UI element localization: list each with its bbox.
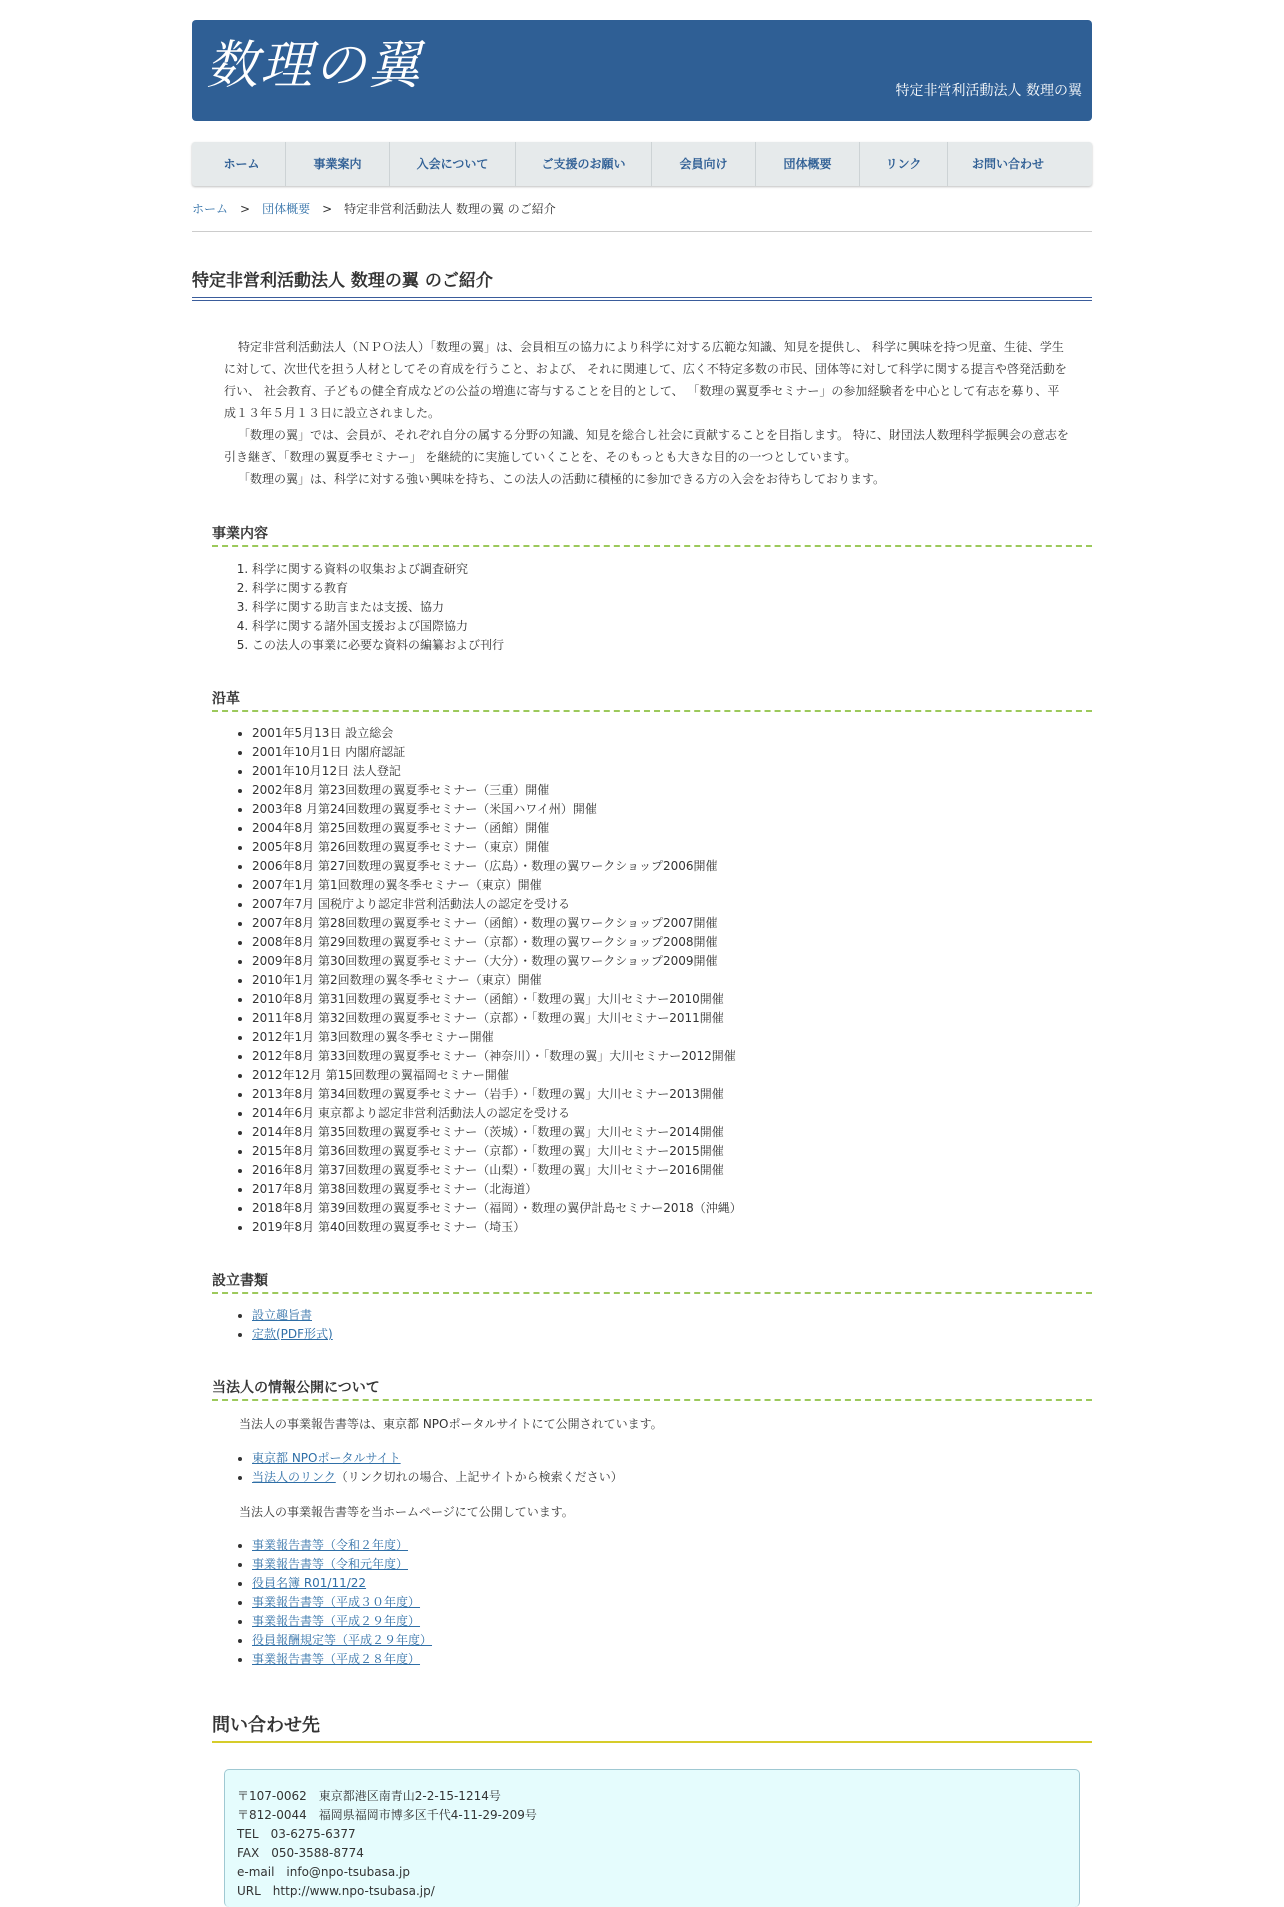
contact-heading: 問い合わせ先 [212, 1711, 1092, 1743]
history-item: • 2007年7月 国税庁より認定非営利活動法人の認定を受ける [252, 895, 742, 914]
report-link[interactable]: 役員名簿 R01/11/22 [252, 1576, 367, 1590]
list-item [252, 1325, 333, 1344]
founding-docs-list [252, 1306, 333, 1344]
history-item: • 2013年8月 第34回数理の翼夏季セミナー（岩手）・「数理の翼」大川セミナー2013開催 [252, 1085, 742, 1104]
breadcrumb-current: 特定非営利活動法人 数理の翼 のご紹介 [344, 202, 556, 216]
business-list [252, 560, 504, 655]
list-item [252, 1593, 432, 1612]
breadcrumb-divider [192, 231, 1092, 232]
site-logo[interactable]: 数理の翼 [206, 36, 423, 96]
report-link[interactable]: 事業報告書等（平成２９年度） [252, 1614, 421, 1628]
history-item: • 2004年8月 第25回数理の翼夏季セミナー（函館）開催 [252, 819, 742, 838]
report-link[interactable]: 役員報酬規定等（平成２９年度） [252, 1633, 433, 1647]
contact-address-tokyo: 〒107-0062 東京都港区南青山2-2-15-1214号 [237, 1789, 501, 1803]
history-item: • 2019年8月 第40回数理の翼夏季セミナー（埼玉） [252, 1218, 742, 1237]
intro-paragraph: 「数理の翼」は、科学に対する強い興味を持ち、この法人の活動に積極的に参加できる方の入会をお待ちしております。 [238, 472, 886, 486]
history-item: • 2001年5月13日 設立総会 [252, 724, 742, 743]
report-link[interactable]: 事業報告書等（令和元年度） [252, 1557, 409, 1571]
nav-join[interactable]: 入会について [390, 142, 516, 186]
global-nav [192, 142, 1092, 186]
list-item [252, 1650, 432, 1669]
breadcrumb-separator: > [322, 202, 333, 216]
history-item: • 2015年8月 第36回数理の翼夏季セミナー（京都）・「数理の翼」大川セミナー2015開催 [252, 1142, 742, 1161]
history-item: • 2007年1月 第1回数理の翼冬季セミナー（東京）開催 [252, 876, 742, 895]
intro-text [224, 336, 1069, 490]
disclosure-link-list [252, 1449, 623, 1487]
disclosure-text: 当法人の事業報告書等は、東京都 NPOポータルサイトにて公開されています。 [239, 1417, 663, 1431]
history-item: • 2010年8月 第31回数理の翼夏季セミナー（函館）・「数理の翼」大川セミナー2010開催 [252, 990, 742, 1009]
list-item: 4. 科学に関する諸外国支援および国際協力 [252, 617, 504, 636]
nav-business[interactable]: 事業案内 [286, 142, 390, 186]
site-name: 特定非営利活動法人 数理の翼 [895, 83, 1082, 99]
contact-email: e-mail info@npo-tsubasa.jp [237, 1865, 410, 1879]
list-item [252, 1574, 432, 1593]
history-item: • 2002年8月 第23回数理の翼夏季セミナー（三重）開催 [252, 781, 742, 800]
own-page-link[interactable]: 当法人のリンク [252, 1470, 336, 1484]
report-link[interactable]: 事業報告書等（平成２８年度） [252, 1652, 421, 1666]
history-item: • 2014年6月 東京都より認定非営利活動法人の認定を受ける [252, 1104, 742, 1123]
history-item: • 2006年8月 第27回数理の翼夏季セミナー（広島）・数理の翼ワークショップ2006開催 [252, 857, 742, 876]
breadcrumb-separator: > [240, 202, 251, 216]
contact-box [224, 1769, 1080, 1907]
history-item: • 2001年10月1日 内閣府認証 [252, 743, 742, 762]
history-item: • 2012年1月 第3回数理の翼冬季セミナー開催 [252, 1028, 742, 1047]
history-item: • 2018年8月 第39回数理の翼夏季セミナー（福岡）・数理の翼伊計島セミナー2018（沖縄） [252, 1199, 742, 1218]
disclosure-heading: 当法人の情報公開について [212, 1377, 1092, 1401]
list-item: 5. この法人の事業に必要な資料の編纂および刊行 [252, 636, 504, 655]
history-item: • 2011年8月 第32回数理の翼夏季セミナー（京都）・「数理の翼」大川セミナー2011開催 [252, 1009, 742, 1028]
history-item: • 2009年8月 第30回数理の翼夏季セミナー（大分）・数理の翼ワークショップ2009開催 [252, 952, 742, 971]
business-heading: 事業内容 [212, 523, 1092, 547]
history-item: • 2014年8月 第35回数理の翼夏季セミナー（茨城）・「数理の翼」大川セミナー2014開催 [252, 1123, 742, 1142]
npo-portal-link[interactable]: 東京都 NPOポータルサイト [252, 1451, 401, 1465]
founding-docs-heading: 設立書類 [212, 1270, 1092, 1294]
list-item [252, 1612, 432, 1631]
list-item: 3. 科学に関する助言または支援、協力 [252, 598, 504, 617]
intro-paragraph: 特定非営利活動法人（ＮＰＯ法人）「数理の翼」は、会員相互の協力により科学に対する広範な知識、知見を提供し、 科学に興味を持つ児童、生徒、学生に対して、次世代を担う人材としてその育成を行うこと、および、 それに関連して、広く不特定多数の市民、団体等に対して科学に関する提言や啓発活動を行い、 社会教育、子どもの健全育成などの公益の増進に寄与することを目的として、 「数理の翼夏季セミナー」の参加経験者を中心として有志を募り、平成１３年５月１３日に設立されました。 [224, 340, 1067, 420]
disclosure-text: 当法人の事業報告書等を当ホームページにて公開しています。 [239, 1505, 574, 1519]
nav-members[interactable]: 会員向け [652, 142, 756, 186]
history-item: • 2017年8月 第38回数理の翼夏季セミナー（北海道） [252, 1180, 742, 1199]
document-link[interactable]: 設立趣旨書 [252, 1308, 313, 1322]
contact-fax: FAX 050-3588-8774 [237, 1846, 364, 1860]
list-item: 2. 科学に関する教育 [252, 579, 504, 598]
breadcrumb-home-link[interactable]: ホーム [192, 202, 229, 216]
contact-address-fukuoka: 〒812-0044 福岡県福岡市博多区千代4-11-29-209号 [237, 1808, 537, 1822]
list-item [252, 1449, 623, 1468]
report-link[interactable]: 事業報告書等（令和２年度） [252, 1538, 409, 1552]
link-note: （リンク切れの場合、上記サイトから検索ください） [335, 1470, 623, 1484]
report-list [252, 1536, 432, 1669]
site-header [192, 20, 1092, 121]
list-item [252, 1555, 432, 1574]
nav-support[interactable]: ご支援のお願い [516, 142, 652, 186]
history-heading: 沿革 [212, 688, 1092, 712]
history-item: • 2008年8月 第29回数理の翼夏季セミナー（京都）・数理の翼ワークショップ2008開催 [252, 933, 742, 952]
nav-contact[interactable]: お問い合わせ [971, 157, 1044, 171]
report-link[interactable]: 事業報告書等（平成３０年度） [252, 1595, 421, 1609]
history-item: • 2012年12月 第15回数理の翼福岡セミナー開催 [252, 1066, 742, 1085]
history-item: • 2003年8 月第24回数理の翼夏季セミナー（米国ハワイ州）開催 [252, 800, 742, 819]
page-title: 特定非営利活動法人 数理の翼 のご紹介 [192, 266, 1092, 301]
contact-url: URL http://www.npo-tsubasa.jp/ [237, 1884, 435, 1898]
list-item: 1. 科学に関する資料の収集および調査研究 [252, 560, 504, 579]
intro-paragraph: 「数理の翼」では、会員が、それぞれ自分の属する分野の知識、知見を総合し社会に貢献することを目指します。 特に、財団法人数理科学振興会の意志を引き継ぎ、「数理の翼夏季セミナー」 を継続的に実施していくことを、そのもっとも大きな目的の一つとしています。 [224, 428, 1069, 464]
list-item [252, 1468, 623, 1487]
contact-phone: TEL 03-6275-6377 [237, 1827, 356, 1841]
list-item [252, 1306, 333, 1325]
history-list [252, 724, 742, 1237]
history-item: • 2007年8月 第28回数理の翼夏季セミナー（函館）・数理の翼ワークショップ2007開催 [252, 914, 742, 933]
history-item: • 2016年8月 第37回数理の翼夏季セミナー（山梨）・「数理の翼」大川セミナー2016開催 [252, 1161, 742, 1180]
nav-home[interactable]: ホーム [198, 142, 286, 186]
nav-about[interactable]: 団体概要 [756, 142, 860, 186]
history-item: • 2012年8月 第33回数理の翼夏季セミナー（神奈川）・「数理の翼」大川セミナー2012開催 [252, 1047, 742, 1066]
history-item: • 2005年8月 第26回数理の翼夏季セミナー（東京）開催 [252, 838, 742, 857]
breadcrumb [192, 200, 556, 217]
document-link[interactable]: 定款(PDF形式) [252, 1327, 333, 1341]
nav-links[interactable]: リンク [860, 142, 948, 186]
list-item [252, 1631, 432, 1650]
breadcrumb-parent-link[interactable]: 団体概要 [262, 202, 311, 216]
history-item: • 2010年1月 第2回数理の翼冬季セミナー（東京）開催 [252, 971, 742, 990]
list-item [252, 1536, 432, 1555]
history-item: • 2001年10月12日 法人登記 [252, 762, 742, 781]
